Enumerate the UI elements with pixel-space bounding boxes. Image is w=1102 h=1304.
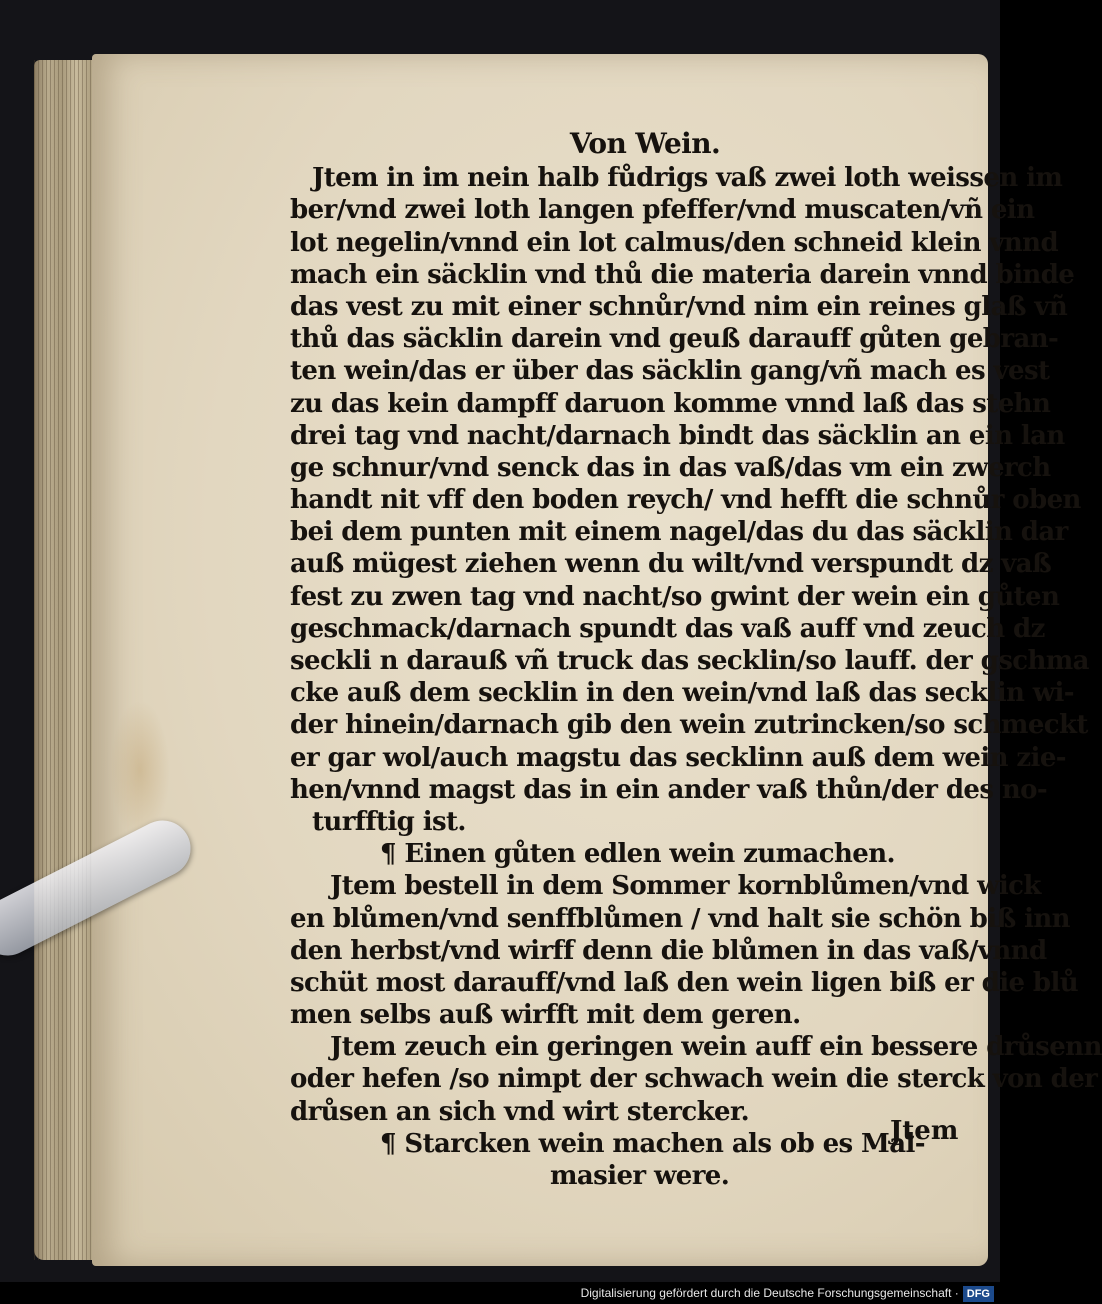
section-title: ¶ Starcken wein machen als ob es Mal-	[380, 1128, 925, 1159]
page-heading: Von Wein.	[569, 127, 721, 160]
text-line: en blůmen/vnd senffblůmen / vnd halt sie schön biß inn	[290, 903, 1070, 934]
text-line: thů das säcklin darein vnd geuß darauff gůten gebran-	[290, 324, 1059, 355]
text-line: er gar wol/auch magstu das secklinn auß dem wein zie-	[290, 742, 1066, 773]
section-title-continued: masier were.	[550, 1161, 730, 1191]
dfg-logo-icon[interactable]: DFG	[963, 1286, 994, 1302]
text-line: Jtem bestell in dem Sommer kornblůmen/vnd wick	[330, 871, 1041, 902]
digitization-footer	[0, 1282, 1000, 1304]
text-line: cke auß dem secklin in den wein/vnd laß das secklin wi-	[290, 678, 1074, 709]
text-line: den herbst/vnd wirff denn die blůmen in das vaß/vnnd	[290, 935, 1047, 966]
paper-stain	[110, 700, 170, 840]
text-line: seckli n darauß vñ truck das secklin/so lauff. der gschma	[290, 646, 1089, 676]
text-line: geschmack/darnach spundt das vaß auff vnd zeuch dz	[290, 613, 1045, 644]
text-line: Jtem zeuch ein geringen wein auff ein bessere drůsenn	[330, 1032, 1102, 1063]
text-line: ten wein/das er über das säcklin gang/vñ mach es vest	[290, 356, 1050, 387]
text-line: drei tag vnd nacht/darnach bindt das säcklin an ein lan	[290, 420, 1065, 451]
text-line: men selbs auß wirfft mit dem geren.	[290, 1000, 801, 1031]
text-line: lot negelin/vnnd ein lot calmus/den schneid klein vnnd	[290, 227, 1059, 258]
main-text	[290, 127, 1102, 1192]
text-line: auß mügest ziehen wenn du wilt/vnd verspundt dz vaß	[290, 549, 1052, 580]
text-line: fest zu zwen tag vnd nacht/so gwint der wein ein gůten	[290, 581, 1060, 612]
text-line: drůsen an sich vnd wirt stercker.	[290, 1096, 750, 1127]
text-line: der hinein/darnach gib den wein zutrincken/so schmeckt	[290, 710, 1088, 741]
catchword: Jtem	[890, 1116, 959, 1146]
text-line: das vest zu mit einer schnůr/vnd nim ein reines glaß vñ	[290, 291, 1068, 322]
text-line: bei dem punten mit einem nagel/das du das säcklin dar	[290, 517, 1068, 548]
footer-credit: Digitalisierung gefördert durch die Deutsche Forschungsgemeinschaft ·	[580, 1286, 959, 1300]
text-line: ge schnur/vnd senck das in das vaß/das vm ein zwerch	[290, 452, 1051, 483]
text-line: Jtem in im nein halb fůdrigs vaß zwei loth weissen im	[312, 163, 1063, 194]
text-line: ber/vnd zwei loth langen pfeffer/vnd muscaten/vñ ein	[290, 195, 1035, 226]
text-line: hen/vnnd magst das in ein ander vaß thůn/der des no-	[290, 774, 1048, 805]
text-line: mach ein säcklin vnd thů die materia darein vnnd binde	[290, 259, 1075, 290]
text-line: oder hefen /so nimpt der schwach wein die sterck von der	[290, 1064, 1098, 1095]
text-line: zu das kein dampff daruon komme vnnd laß das stehn	[290, 388, 1051, 419]
text-line: handt nit vff den boden reych/ vnd hefft die schnůr oben	[290, 485, 1081, 516]
section-title: ¶ Einen gůten edlen wein zumachen.	[380, 839, 895, 870]
text-line: schüt most darauff/vnd laß den wein ligen biß er die blů	[290, 967, 1079, 998]
text-line: turfftig ist.	[312, 806, 466, 837]
